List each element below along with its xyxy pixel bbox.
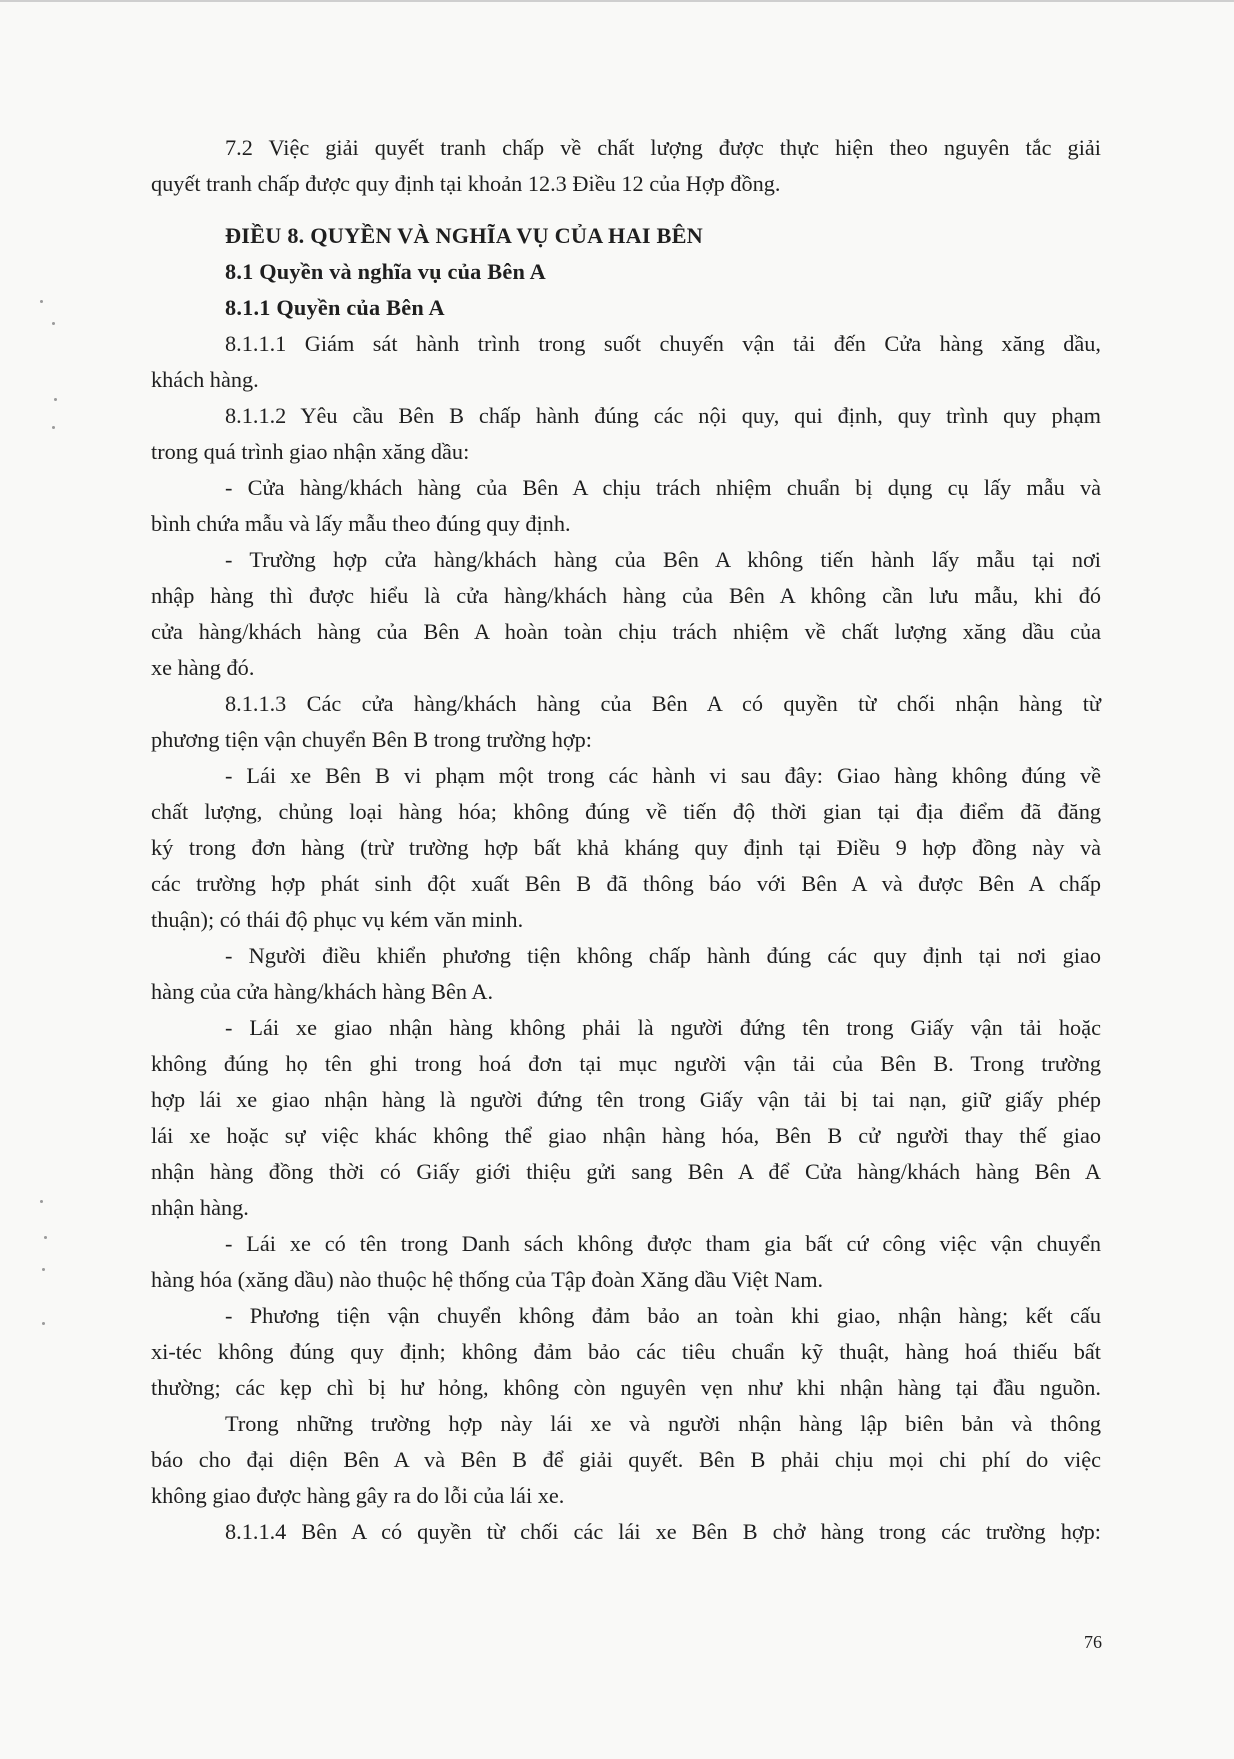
text-line: thuận); có thái độ phục vụ kém văn minh. — [151, 907, 524, 932]
text-line: trong quá trình giao nhận xăng dầu: — [151, 439, 470, 464]
text-line: nhập hàng thì được hiểu là cửa hàng/khách hàng của Bên A không cần lưu mẫu, khi đó — [151, 583, 1101, 608]
text-line: 8.1.1.1 Giám sát hành trình trong suốt chuyến vận tải đến Cửa hàng xăng dầu, — [225, 331, 1101, 356]
text-line: ký trong đơn hàng (trừ trường hợp bất khả kháng quy định tại Điều 9 hợp đồng này và — [151, 835, 1101, 860]
text-line: xi-téc không đúng quy định; không đảm bảo các tiêu chuẩn kỹ thuật, hàng hoá thiếu bất — [151, 1339, 1101, 1364]
text-line: - Lái xe Bên B vi phạm một trong các hành vi sau đây: Giao hàng không đúng về — [225, 763, 1101, 788]
text-line: 8.1.1.3 Các cửa hàng/khách hàng của Bên A có quyền từ chối nhận hàng từ — [225, 691, 1101, 716]
text-line: - Lái xe giao nhận hàng không phải là người đứng tên trong Giấy vận tải hoặc — [225, 1015, 1101, 1040]
text-line: 8.1.1.4 Bên A có quyền từ chối các lái xe Bên B chở hàng trong các trường hợp: — [225, 1519, 1101, 1544]
text-line: cửa hàng/khách hàng của Bên A hoàn toàn chịu trách nhiệm về chất lượng xăng dầu của — [151, 619, 1101, 644]
subsection-heading: 8.1.1 Quyền của Bên A — [225, 295, 445, 320]
scan-speck — [40, 1200, 43, 1203]
text-line: bình chứa mẫu và lấy mẫu theo đúng quy định. — [151, 511, 571, 536]
text-line: - Phương tiện vận chuyển không đảm bảo an toàn khi giao, nhận hàng; kết cấu — [225, 1303, 1101, 1328]
text-line: 8.1.1.2 Yêu cầu Bên B chấp hành đúng các nội quy, qui định, quy trình quy phạm — [225, 403, 1101, 428]
text-line: chất lượng, chủng loại hàng hóa; không đúng về tiến độ thời gian tại địa điểm đã đăng — [151, 799, 1101, 824]
scan-speck — [54, 398, 57, 401]
text-line: - Lái xe có tên trong Danh sách không được tham gia bất cứ công việc vận chuyển — [225, 1231, 1101, 1256]
scan-speck — [40, 300, 43, 303]
text-line: quyết tranh chấp được quy định tại khoản 12.3 Điều 12 của Hợp đồng. — [151, 171, 781, 196]
scan-speck — [52, 426, 55, 429]
text-line: lái xe hoặc sự việc khác không thể giao nhận hàng hóa, Bên B cử người thay thế giao — [151, 1123, 1101, 1148]
scan-speck — [44, 1236, 47, 1239]
page-number: 76 — [1084, 1632, 1102, 1652]
text-line: - Trường hợp cửa hàng/khách hàng của Bên A không tiến hành lấy mẫu tại nơi — [225, 547, 1101, 572]
text-line: nhận hàng đồng thời có Giấy giới thiệu gửi sang Bên A để Cửa hàng/khách hàng Bên A — [151, 1159, 1101, 1184]
text-line: hợp lái xe giao nhận hàng là người đứng tên trong Giấy vận tải bị tai nạn, giữ giấy phép — [151, 1087, 1101, 1112]
text-line: xe hàng đó. — [151, 655, 255, 680]
text-line: báo cho đại diện Bên A và Bên B để giải quyết. Bên B phải chịu mọi chi phí do việc — [151, 1447, 1101, 1472]
text-line: thường; các kẹp chì bị hư hỏng, không còn nguyên vẹn như khi nhận hàng tại đầu nguồn. — [151, 1375, 1101, 1400]
text-line: Trong những trường hợp này lái xe và người nhận hàng lập biên bản và thông — [225, 1411, 1101, 1436]
text-line: hàng hóa (xăng dầu) nào thuộc hệ thống của Tập đoàn Xăng dầu Việt Nam. — [151, 1267, 824, 1292]
section-heading: 8.1 Quyền và nghĩa vụ của Bên A — [225, 259, 546, 284]
text-line: không giao được hàng gây ra do lỗi của lái xe. — [151, 1483, 565, 1508]
scan-speck — [42, 1322, 45, 1325]
scan-speck — [52, 322, 55, 325]
text-line: phương tiện vận chuyển Bên B trong trường hợp: — [151, 727, 593, 752]
scan-speck — [42, 1268, 45, 1271]
text-line: - Cửa hàng/khách hàng của Bên A chịu trách nhiệm chuẩn bị dụng cụ lấy mẫu và — [225, 475, 1101, 500]
scan-edge-line — [0, 0, 1234, 2]
text-line: không đúng họ tên ghi trong hoá đơn tại mục người vận tải của Bên B. Trong trường — [151, 1051, 1101, 1076]
text-line: - Người điều khiển phương tiện không chấp hành đúng các quy định tại nơi giao — [225, 943, 1101, 968]
text-line: khách hàng. — [151, 367, 259, 392]
text-line: nhận hàng. — [151, 1195, 249, 1220]
text-line: hàng của cửa hàng/khách hàng Bên A. — [151, 979, 494, 1004]
text-line: 7.2 Việc giải quyết tranh chấp về chất lượng được thực hiện theo nguyên tắc giải — [225, 135, 1101, 160]
article-heading: ĐIỀU 8. QUYỀN VÀ NGHĨA VỤ CỦA HAI BÊN — [225, 223, 703, 248]
document-body — [151, 130, 1101, 1550]
text-line: các trường hợp phát sinh đột xuất Bên B đã thông báo với Bên A và được Bên A chấp — [151, 871, 1101, 896]
